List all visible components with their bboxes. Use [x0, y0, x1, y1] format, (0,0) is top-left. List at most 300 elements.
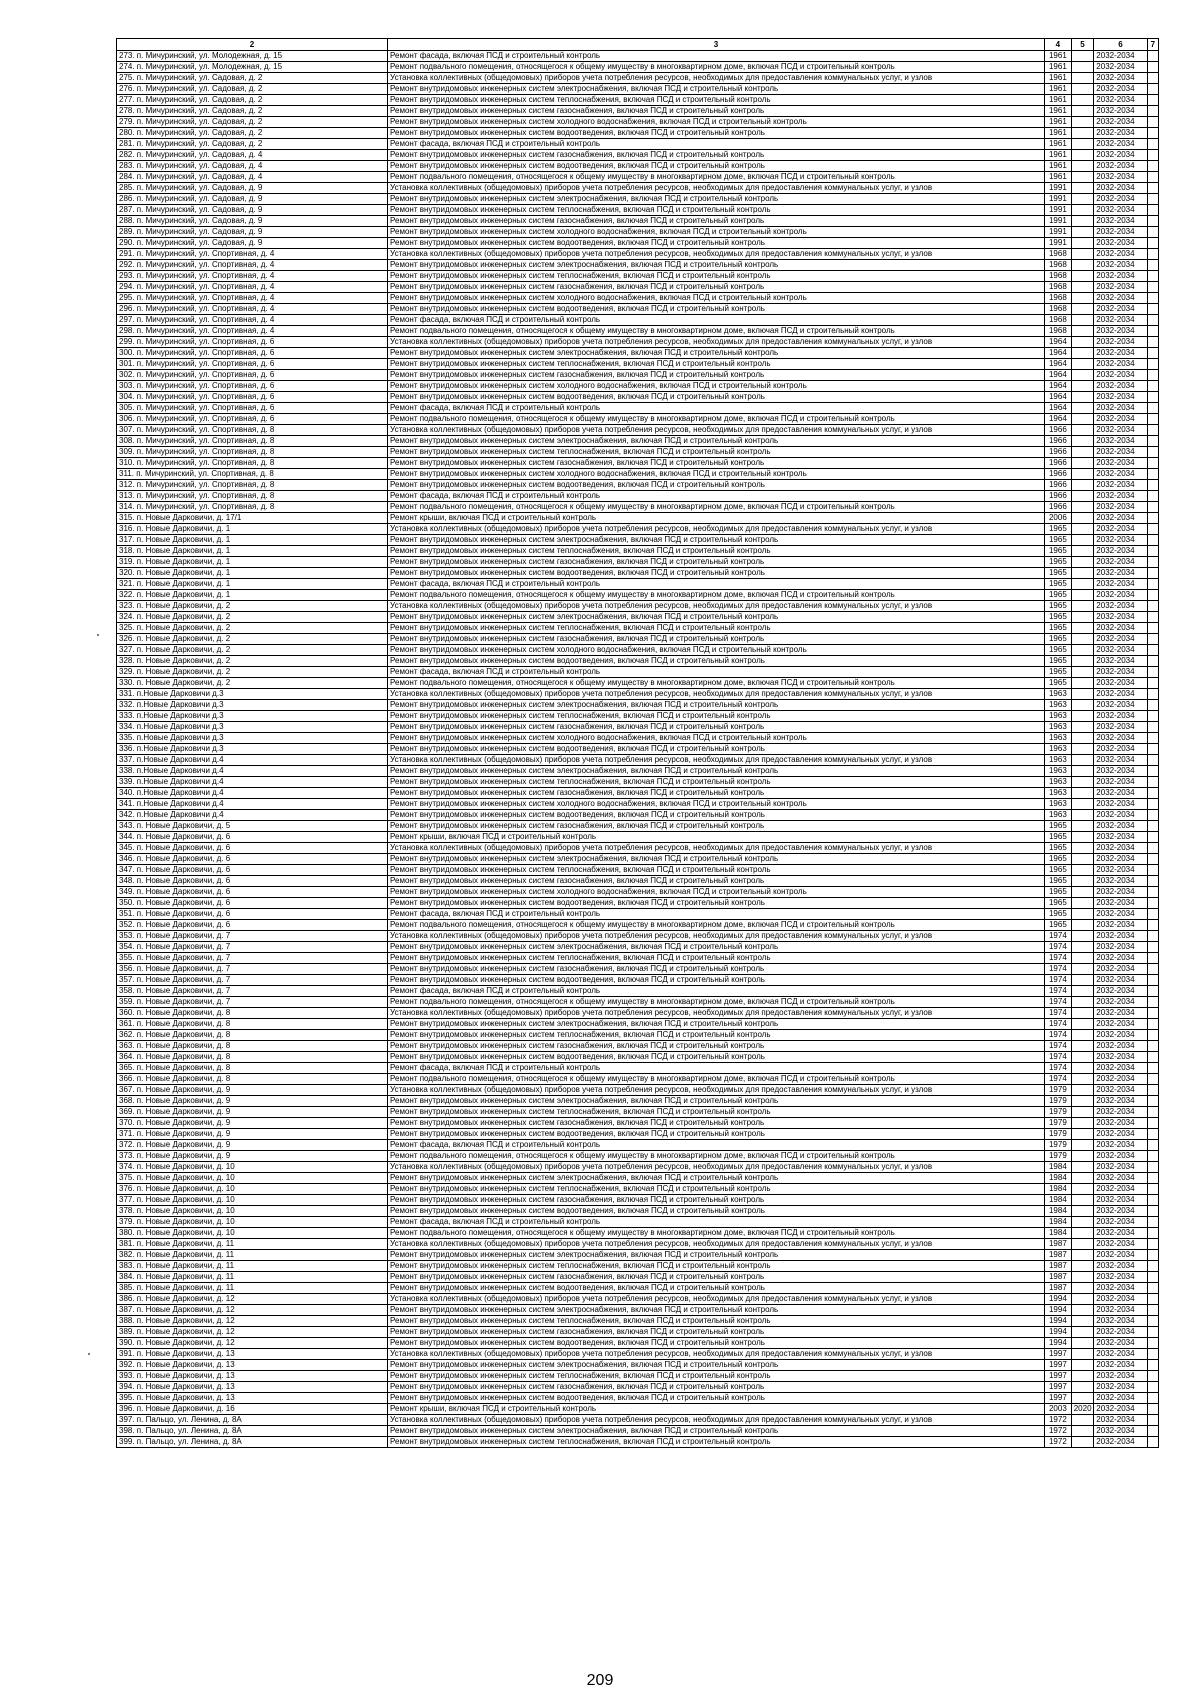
col-7-cell: [1147, 1283, 1158, 1294]
address-cell: 341. п.Новые Дарковичи д.4: [117, 799, 388, 810]
header-row: [117, 39, 1159, 51]
table-row: [117, 1162, 1159, 1173]
year-built-cell: 1965: [1045, 612, 1072, 623]
planned-period-cell: 2032-2034: [1094, 194, 1147, 205]
table-row: [117, 766, 1159, 777]
year-built-cell: 1964: [1045, 381, 1072, 392]
address-cell: 385. п. Новые Дарковичи, д. 11: [117, 1283, 388, 1294]
address-cell: 310. п. Мичуринский, ул. Спортивная, д. 8: [117, 458, 388, 469]
year-built-cell: 1991: [1045, 194, 1072, 205]
address-cell: 315. п. Новые Дарковичи, д. 17/1: [117, 513, 388, 524]
table-row: [117, 1261, 1159, 1272]
year-built-cell: 1965: [1045, 623, 1072, 634]
col-7-cell: [1147, 117, 1158, 128]
work-type-cell: Ремонт внутридомовых инженерных систем водоотведения, включая ПСД и строительный контроль: [388, 656, 1045, 667]
table-row: [117, 579, 1159, 590]
year-built-cell: 1974: [1045, 1019, 1072, 1030]
table-row: [117, 689, 1159, 700]
table-row: [117, 854, 1159, 865]
planned-period-cell: 2032-2034: [1094, 645, 1147, 656]
table-row: [117, 1371, 1159, 1382]
work-type-cell: Ремонт внутридомовых инженерных систем водоотведения, включая ПСД и строительный контроль: [388, 1338, 1045, 1349]
table-row: [117, 810, 1159, 821]
last-repair-year-cell: [1071, 535, 1094, 546]
year-built-cell: 2006: [1045, 513, 1072, 524]
year-built-cell: 1966: [1045, 491, 1072, 502]
work-type-cell: Ремонт подвального помещения, относящегося к общему имуществу в многоквартирном доме, включая ПСД и строительный контроль: [388, 326, 1045, 337]
planned-period-cell: 2032-2034: [1094, 1283, 1147, 1294]
scan-speck: [97, 634, 99, 636]
work-type-cell: Установка коллективных (общедомовых) приборов учета потребления ресурсов, необходимых для предоставления коммунальных услуг, и узлов: [388, 1294, 1045, 1305]
year-built-cell: 1965: [1045, 634, 1072, 645]
table-row: [117, 942, 1159, 953]
planned-period-cell: 2032-2034: [1094, 733, 1147, 744]
col-7-cell: [1147, 1415, 1158, 1426]
table-row: [117, 337, 1159, 348]
address-cell: 372. п. Новые Дарковичи, д. 9: [117, 1140, 388, 1151]
last-repair-year-cell: [1071, 1294, 1094, 1305]
last-repair-year-cell: [1071, 1261, 1094, 1272]
col-7-cell: [1147, 1085, 1158, 1096]
planned-period-cell: 2032-2034: [1094, 249, 1147, 260]
table-row: [117, 315, 1159, 326]
address-cell: 327. п. Новые Дарковичи, д. 2: [117, 645, 388, 656]
work-type-cell: Установка коллективных (общедомовых) приборов учета потребления ресурсов, необходимых для предоставления коммунальных услуг, и узлов: [388, 931, 1045, 942]
planned-period-cell: 2032-2034: [1094, 95, 1147, 106]
year-built-cell: 1974: [1045, 1052, 1072, 1063]
work-type-cell: Ремонт подвального помещения, относящегося к общему имуществу в многоквартирном доме, включая ПСД и строительный контроль: [388, 1151, 1045, 1162]
col-7-cell: [1147, 1272, 1158, 1283]
work-type-cell: Установка коллективных (общедомовых) приборов учета потребления ресурсов, необходимых для предоставления коммунальных услуг, и узлов: [388, 425, 1045, 436]
work-type-cell: Ремонт внутридомовых инженерных систем теплоснабжения, включая ПСД и строительный контроль: [388, 271, 1045, 282]
table-row: [117, 832, 1159, 843]
col-7-cell: [1147, 865, 1158, 876]
year-built-cell: 1997: [1045, 1360, 1072, 1371]
planned-period-cell: 2032-2034: [1094, 810, 1147, 821]
planned-period-cell: 2032-2034: [1094, 1294, 1147, 1305]
address-cell: 367. п. Новые Дарковичи, д. 9: [117, 1085, 388, 1096]
col-7-cell: [1147, 1294, 1158, 1305]
table-row: [117, 1052, 1159, 1063]
work-type-cell: Установка коллективных (общедомовых) приборов учета потребления ресурсов, необходимых для предоставления коммунальных услуг, и узлов: [388, 1415, 1045, 1426]
last-repair-year-cell: [1071, 557, 1094, 568]
last-repair-year-cell: [1071, 293, 1094, 304]
planned-period-cell: 2032-2034: [1094, 590, 1147, 601]
year-built-cell: 1964: [1045, 337, 1072, 348]
address-cell: 298. п. Мичуринский, ул. Спортивная, д. 4: [117, 326, 388, 337]
year-built-cell: 1966: [1045, 425, 1072, 436]
planned-period-cell: 2032-2034: [1094, 997, 1147, 1008]
table-row: [117, 1195, 1159, 1206]
planned-period-cell: 2032-2034: [1094, 403, 1147, 414]
year-built-cell: 1965: [1045, 524, 1072, 535]
year-built-cell: 1965: [1045, 832, 1072, 843]
table-row: [117, 1426, 1159, 1437]
table-row: [117, 986, 1159, 997]
header-col-2: 2: [117, 39, 388, 51]
planned-period-cell: 2032-2034: [1094, 1371, 1147, 1382]
col-7-cell: [1147, 1239, 1158, 1250]
col-7-cell: [1147, 1118, 1158, 1129]
address-cell: 392. п. Новые Дарковичи, д. 13: [117, 1360, 388, 1371]
last-repair-year-cell: [1071, 1250, 1094, 1261]
planned-period-cell: 2032-2034: [1094, 183, 1147, 194]
col-7-cell: [1147, 953, 1158, 964]
address-cell: 320. п. Новые Дарковичи, д. 1: [117, 568, 388, 579]
work-type-cell: Ремонт внутридомовых инженерных систем теплоснабжения, включая ПСД и строительный контроль: [388, 1261, 1045, 1272]
work-type-cell: Ремонт внутридомовых инженерных систем электроснабжения, включая ПСД и строительный контроль: [388, 700, 1045, 711]
work-type-cell: Ремонт внутридомовых инженерных систем газоснабжения, включая ПСД и строительный контроль: [388, 1327, 1045, 1338]
year-built-cell: 1974: [1045, 942, 1072, 953]
year-built-cell: 1991: [1045, 205, 1072, 216]
address-cell: 285. п. Мичуринский, ул. Садовая, д. 9: [117, 183, 388, 194]
last-repair-year-cell: [1071, 975, 1094, 986]
last-repair-year-cell: [1071, 876, 1094, 887]
year-built-cell: 1991: [1045, 238, 1072, 249]
planned-period-cell: 2032-2034: [1094, 678, 1147, 689]
work-type-cell: Ремонт фасада, включая ПСД и строительный контроль: [388, 1140, 1045, 1151]
planned-period-cell: 2032-2034: [1094, 414, 1147, 425]
work-type-cell: Ремонт внутридомовых инженерных систем газоснабжения, включая ПСД и строительный контроль: [388, 1195, 1045, 1206]
year-built-cell: 1972: [1045, 1426, 1072, 1437]
col-7-cell: [1147, 84, 1158, 95]
work-type-cell: Ремонт подвального помещения, относящегося к общему имуществу в многоквартирном доме, включая ПСД и строительный контроль: [388, 1074, 1045, 1085]
table-row: [117, 271, 1159, 282]
last-repair-year-cell: [1071, 458, 1094, 469]
col-7-cell: [1147, 271, 1158, 282]
address-cell: 393. п. Новые Дарковичи, д. 13: [117, 1371, 388, 1382]
address-cell: 330. п. Новые Дарковичи, д. 2: [117, 678, 388, 689]
planned-period-cell: 2032-2034: [1094, 975, 1147, 986]
header-col-6: 6: [1094, 39, 1147, 51]
last-repair-year-cell: [1071, 1415, 1094, 1426]
table-row: [117, 711, 1159, 722]
col-7-cell: [1147, 898, 1158, 909]
last-repair-year-cell: [1071, 436, 1094, 447]
planned-period-cell: 2032-2034: [1094, 1107, 1147, 1118]
col-7-cell: [1147, 634, 1158, 645]
work-type-cell: Ремонт внутридомовых инженерных систем электроснабжения, включая ПСД и строительный контроль: [388, 612, 1045, 623]
planned-period-cell: 2032-2034: [1094, 766, 1147, 777]
work-type-cell: Ремонт внутридомовых инженерных систем газоснабжения, включая ПСД и строительный контроль: [388, 634, 1045, 645]
col-7-cell: [1147, 942, 1158, 953]
work-type-cell: Ремонт внутридомовых инженерных систем водоотведения, включая ПСД и строительный контроль: [388, 304, 1045, 315]
scan-speck: [88, 1353, 90, 1355]
last-repair-year-cell: [1071, 887, 1094, 898]
work-type-cell: Ремонт фасада, включая ПСД и строительный контроль: [388, 139, 1045, 150]
work-type-cell: Ремонт подвального помещения, относящегося к общему имуществу в многоквартирном доме, включая ПСД и строительный контроль: [388, 172, 1045, 183]
address-cell: 336. п.Новые Дарковичи д.3: [117, 744, 388, 755]
year-built-cell: 1965: [1045, 821, 1072, 832]
col-7-cell: [1147, 1019, 1158, 1030]
col-7-cell: [1147, 95, 1158, 106]
work-type-cell: Ремонт внутридомовых инженерных систем электроснабжения, включая ПСД и строительный контроль: [388, 854, 1045, 865]
last-repair-year-cell: [1071, 942, 1094, 953]
last-repair-year-cell: [1071, 227, 1094, 238]
address-cell: 294. п. Мичуринский, ул. Спортивная, д. 4: [117, 282, 388, 293]
table-row: [117, 194, 1159, 205]
work-type-cell: Ремонт фасада, включая ПСД и строительный контроль: [388, 403, 1045, 414]
address-cell: 389. п. Новые Дарковичи, д. 12: [117, 1327, 388, 1338]
table-row: [117, 348, 1159, 359]
work-type-cell: Ремонт внутридомовых инженерных систем водоотведения, включая ПСД и строительный контроль: [388, 810, 1045, 821]
planned-period-cell: 2032-2034: [1094, 964, 1147, 975]
table-row: [117, 821, 1159, 832]
address-cell: 329. п. Новые Дарковичи, д. 2: [117, 667, 388, 678]
planned-period-cell: 2032-2034: [1094, 1063, 1147, 1074]
work-type-cell: Ремонт внутридомовых инженерных систем теплоснабжения, включая ПСД и строительный контроль: [388, 546, 1045, 557]
last-repair-year-cell: [1071, 810, 1094, 821]
table-row: [117, 293, 1159, 304]
table-row: [117, 370, 1159, 381]
last-repair-year-cell: [1071, 678, 1094, 689]
year-built-cell: 1963: [1045, 755, 1072, 766]
year-built-cell: 1968: [1045, 260, 1072, 271]
table-row: [117, 1217, 1159, 1228]
table-row: [117, 590, 1159, 601]
col-7-cell: [1147, 1228, 1158, 1239]
work-type-cell: Ремонт внутридомовых инженерных систем холодного водоснабжения, включая ПСД и строительный контроль: [388, 799, 1045, 810]
col-7-cell: [1147, 975, 1158, 986]
year-built-cell: 1991: [1045, 227, 1072, 238]
planned-period-cell: 2032-2034: [1094, 722, 1147, 733]
col-7-cell: [1147, 150, 1158, 161]
planned-period-cell: 2032-2034: [1094, 1437, 1147, 1448]
work-type-cell: Ремонт фасада, включая ПСД и строительный контроль: [388, 315, 1045, 326]
address-cell: 314. п. Мичуринский, ул. Спортивная, д. 8: [117, 502, 388, 513]
table-row: [117, 260, 1159, 271]
planned-period-cell: 2032-2034: [1094, 656, 1147, 667]
address-cell: 293. п. Мичуринский, ул. Спортивная, д. 4: [117, 271, 388, 282]
work-type-cell: Ремонт внутридомовых инженерных систем электроснабжения, включая ПСД и строительный контроль: [388, 942, 1045, 953]
address-cell: 383. п. Новые Дарковичи, д. 11: [117, 1261, 388, 1272]
year-built-cell: 1979: [1045, 1151, 1072, 1162]
col-7-cell: [1147, 128, 1158, 139]
address-cell: 332. п.Новые Дарковичи д.3: [117, 700, 388, 711]
last-repair-year-cell: [1071, 645, 1094, 656]
table-row: [117, 1228, 1159, 1239]
work-type-cell: Ремонт внутридомовых инженерных систем холодного водоснабжения, включая ПСД и строительный контроль: [388, 227, 1045, 238]
col-7-cell: [1147, 1096, 1158, 1107]
table-row: [117, 1360, 1159, 1371]
year-built-cell: 1963: [1045, 733, 1072, 744]
year-built-cell: 1964: [1045, 370, 1072, 381]
planned-period-cell: 2032-2034: [1094, 1151, 1147, 1162]
work-type-cell: Ремонт внутридомовых инженерных систем газоснабжения, включая ПСД и строительный контроль: [388, 722, 1045, 733]
work-type-cell: Ремонт внутридомовых инженерных систем газоснабжения, включая ПСД и строительный контроль: [388, 821, 1045, 832]
work-type-cell: Ремонт подвального помещения, относящегося к общему имуществу в многоквартирном доме, включая ПСД и строительный контроль: [388, 502, 1045, 513]
col-7-cell: [1147, 1393, 1158, 1404]
address-cell: 394. п. Новые Дарковичи, д. 13: [117, 1382, 388, 1393]
table-row: [117, 623, 1159, 634]
last-repair-year-cell: [1071, 854, 1094, 865]
planned-period-cell: 2032-2034: [1094, 1052, 1147, 1063]
work-type-cell: Ремонт внутридомовых инженерных систем холодного водоснабжения, включая ПСД и строительный контроль: [388, 733, 1045, 744]
year-built-cell: 1964: [1045, 414, 1072, 425]
last-repair-year-cell: [1071, 733, 1094, 744]
table-row: [117, 1272, 1159, 1283]
last-repair-year-cell: [1071, 62, 1094, 73]
table-row: [117, 205, 1159, 216]
work-type-cell: Ремонт внутридомовых инженерных систем водоотведения, включая ПСД и строительный контроль: [388, 128, 1045, 139]
col-7-cell: [1147, 139, 1158, 150]
planned-period-cell: 2032-2034: [1094, 711, 1147, 722]
address-cell: 369. п. Новые Дарковичи, д. 9: [117, 1107, 388, 1118]
last-repair-year-cell: [1071, 117, 1094, 128]
planned-period-cell: 2032-2034: [1094, 359, 1147, 370]
table-row: [117, 172, 1159, 183]
col-7-cell: [1147, 315, 1158, 326]
col-7-cell: [1147, 711, 1158, 722]
col-7-cell: [1147, 755, 1158, 766]
address-cell: 361. п. Новые Дарковичи, д. 8: [117, 1019, 388, 1030]
last-repair-year-cell: [1071, 788, 1094, 799]
col-7-cell: [1147, 480, 1158, 491]
work-type-cell: Ремонт внутридомовых инженерных систем электроснабжения, включая ПСД и строительный контроль: [388, 1173, 1045, 1184]
address-cell: 339. п.Новые Дарковичи д.4: [117, 777, 388, 788]
last-repair-year-cell: [1071, 51, 1094, 62]
planned-period-cell: 2032-2034: [1094, 348, 1147, 359]
col-7-cell: [1147, 744, 1158, 755]
last-repair-year-cell: [1071, 1008, 1094, 1019]
planned-period-cell: 2032-2034: [1094, 942, 1147, 953]
last-repair-year-cell: 2020: [1071, 1404, 1094, 1415]
address-cell: 325. п. Новые Дарковичи, д. 2: [117, 623, 388, 634]
year-built-cell: 1991: [1045, 183, 1072, 194]
address-cell: 388. п. Новые Дарковичи, д. 12: [117, 1316, 388, 1327]
last-repair-year-cell: [1071, 832, 1094, 843]
address-cell: 306. п. Мичуринский, ул. Спортивная, д. 6: [117, 414, 388, 425]
work-type-cell: Ремонт внутридомовых инженерных систем электроснабжения, включая ПСД и строительный контроль: [388, 1096, 1045, 1107]
work-type-cell: Ремонт внутридомовых инженерных систем водоотведения, включая ПСД и строительный контроль: [388, 898, 1045, 909]
last-repair-year-cell: [1071, 304, 1094, 315]
address-cell: 377. п. Новые Дарковичи, д. 10: [117, 1195, 388, 1206]
address-cell: 278. п. Мичуринский, ул. Садовая, д. 2: [117, 106, 388, 117]
year-built-cell: 1965: [1045, 579, 1072, 590]
table-row: [117, 645, 1159, 656]
table-body: [117, 51, 1159, 1448]
address-cell: 338. п.Новые Дарковичи д.4: [117, 766, 388, 777]
work-type-cell: Ремонт внутридомовых инженерных систем теплоснабжения, включая ПСД и строительный контроль: [388, 777, 1045, 788]
last-repair-year-cell: [1071, 909, 1094, 920]
header-col-5: 5: [1071, 39, 1094, 51]
last-repair-year-cell: [1071, 1327, 1094, 1338]
last-repair-year-cell: [1071, 326, 1094, 337]
col-7-cell: [1147, 689, 1158, 700]
col-7-cell: [1147, 62, 1158, 73]
col-7-cell: [1147, 722, 1158, 733]
col-7-cell: [1147, 920, 1158, 931]
planned-period-cell: 2032-2034: [1094, 62, 1147, 73]
address-cell: 360. п. Новые Дарковичи, д. 8: [117, 1008, 388, 1019]
address-cell: 340. п.Новые Дарковичи д.4: [117, 788, 388, 799]
col-7-cell: [1147, 854, 1158, 865]
col-7-cell: [1147, 216, 1158, 227]
year-built-cell: 1984: [1045, 1206, 1072, 1217]
address-cell: 374. п. Новые Дарковичи, д. 10: [117, 1162, 388, 1173]
last-repair-year-cell: [1071, 920, 1094, 931]
year-built-cell: 1963: [1045, 777, 1072, 788]
address-cell: 395. п. Новые Дарковичи, д. 13: [117, 1393, 388, 1404]
col-7-cell: [1147, 777, 1158, 788]
planned-period-cell: 2032-2034: [1094, 458, 1147, 469]
table-row: [117, 887, 1159, 898]
planned-period-cell: 2032-2034: [1094, 1129, 1147, 1140]
work-type-cell: Ремонт подвального помещения, относящегося к общему имуществу в многоквартирном доме, включая ПСД и строительный контроль: [388, 62, 1045, 73]
work-type-cell: Ремонт подвального помещения, относящегося к общему имуществу в многоквартирном доме, включая ПСД и строительный контроль: [388, 590, 1045, 601]
table-row: [117, 898, 1159, 909]
table-row: [117, 601, 1159, 612]
last-repair-year-cell: [1071, 370, 1094, 381]
year-built-cell: 1984: [1045, 1217, 1072, 1228]
address-cell: 287. п. Мичуринский, ул. Садовая, д. 9: [117, 205, 388, 216]
address-cell: 353. п. Новые Дарковичи, д. 7: [117, 931, 388, 942]
work-type-cell: Ремонт подвального помещения, относящегося к общему имуществу в многоквартирном доме, включая ПСД и строительный контроль: [388, 678, 1045, 689]
col-7-cell: [1147, 931, 1158, 942]
table-row: [117, 1184, 1159, 1195]
address-cell: 302. п. Мичуринский, ул. Спортивная, д. 6: [117, 370, 388, 381]
col-7-cell: [1147, 1305, 1158, 1316]
year-built-cell: 1997: [1045, 1393, 1072, 1404]
address-cell: 356. п. Новые Дарковичи, д. 7: [117, 964, 388, 975]
year-built-cell: 1994: [1045, 1294, 1072, 1305]
address-cell: 281. п. Мичуринский, ул. Садовая, д. 2: [117, 139, 388, 150]
address-cell: 399. п. Пальцо, ул. Ленина, д. 8А: [117, 1437, 388, 1448]
year-built-cell: 1979: [1045, 1107, 1072, 1118]
address-cell: 355. п. Новые Дарковичи, д. 7: [117, 953, 388, 964]
work-type-cell: Ремонт внутридомовых инженерных систем теплоснабжения, включая ПСД и строительный контроль: [388, 1371, 1045, 1382]
last-repair-year-cell: [1071, 865, 1094, 876]
last-repair-year-cell: [1071, 513, 1094, 524]
work-type-cell: Ремонт внутридомовых инженерных систем водоотведения, включая ПСД и строительный контроль: [388, 1206, 1045, 1217]
planned-period-cell: 2032-2034: [1094, 1426, 1147, 1437]
work-type-cell: Ремонт внутридомовых инженерных систем газоснабжения, включая ПСД и строительный контроль: [388, 150, 1045, 161]
planned-period-cell: 2032-2034: [1094, 1261, 1147, 1272]
address-cell: 347. п. Новые Дарковичи, д. 6: [117, 865, 388, 876]
last-repair-year-cell: [1071, 1239, 1094, 1250]
address-cell: 303. п. Мичуринский, ул. Спортивная, д. 6: [117, 381, 388, 392]
work-type-cell: Установка коллективных (общедомовых) приборов учета потребления ресурсов, необходимых для предоставления коммунальных услуг, и узлов: [388, 755, 1045, 766]
work-type-cell: Ремонт внутридомовых инженерных систем электроснабжения, включая ПСД и строительный контроль: [388, 260, 1045, 271]
planned-period-cell: 2032-2034: [1094, 865, 1147, 876]
work-type-cell: Ремонт внутридомовых инженерных систем теплоснабжения, включая ПСД и строительный контроль: [388, 1184, 1045, 1195]
last-repair-year-cell: [1071, 568, 1094, 579]
address-cell: 328. п. Новые Дарковичи, д. 2: [117, 656, 388, 667]
table-row: [117, 557, 1159, 568]
planned-period-cell: 2032-2034: [1094, 1217, 1147, 1228]
year-built-cell: 1966: [1045, 458, 1072, 469]
last-repair-year-cell: [1071, 1184, 1094, 1195]
work-type-cell: Установка коллективных (общедомовых) приборов учета потребления ресурсов, необходимых для предоставления коммунальных услуг, и узлов: [388, 601, 1045, 612]
col-7-cell: [1147, 1052, 1158, 1063]
last-repair-year-cell: [1071, 282, 1094, 293]
work-type-cell: Установка коллективных (общедомовых) приборов учета потребления ресурсов, необходимых для предоставления коммунальных услуг, и узлов: [388, 73, 1045, 84]
year-built-cell: 1979: [1045, 1085, 1072, 1096]
col-7-cell: [1147, 447, 1158, 458]
table-row: [117, 1096, 1159, 1107]
work-type-cell: Установка коллективных (общедомовых) приборов учета потребления ресурсов, необходимых для предоставления коммунальных услуг, и узлов: [388, 337, 1045, 348]
last-repair-year-cell: [1071, 612, 1094, 623]
table-row: [117, 1030, 1159, 1041]
year-built-cell: 1965: [1045, 656, 1072, 667]
col-7-cell: [1147, 414, 1158, 425]
year-built-cell: 1963: [1045, 722, 1072, 733]
table-row: [117, 953, 1159, 964]
year-built-cell: 1997: [1045, 1382, 1072, 1393]
col-7-cell: [1147, 986, 1158, 997]
last-repair-year-cell: [1071, 667, 1094, 678]
year-built-cell: 1963: [1045, 700, 1072, 711]
